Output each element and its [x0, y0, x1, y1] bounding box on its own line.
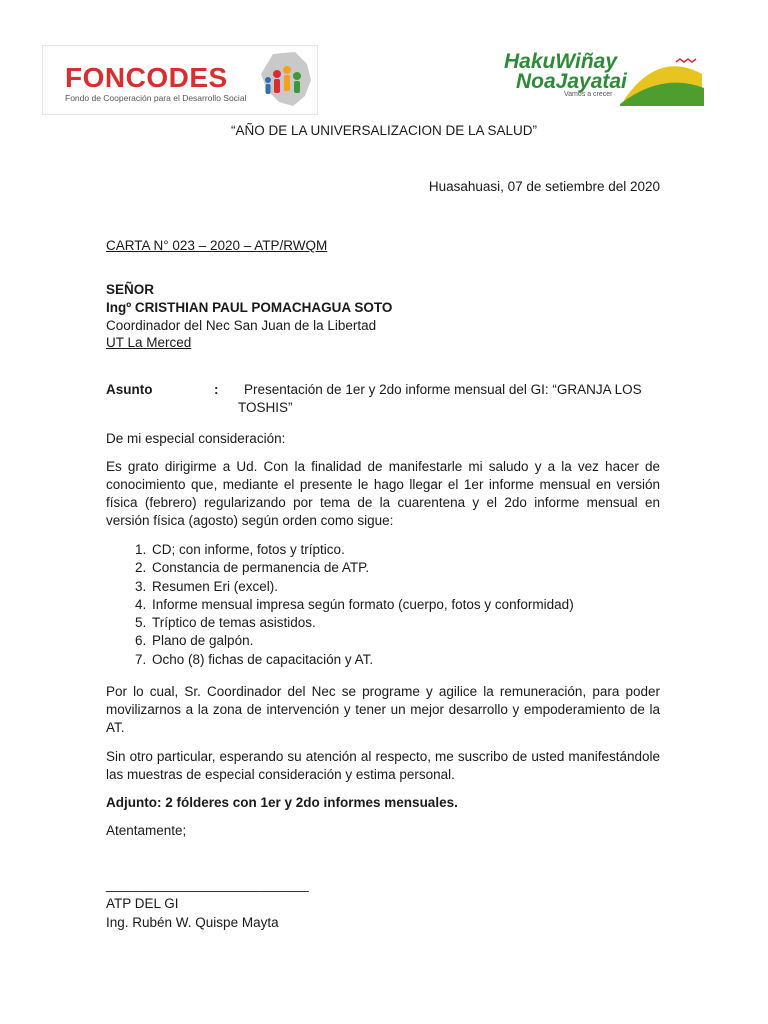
- list-item: 3. Resumen Eri (excel).: [150, 578, 574, 596]
- sun-hills-icon: [618, 54, 704, 106]
- subject-colon: :: [214, 382, 219, 397]
- list-item: 1. CD; con informe, fotos y tríptico.: [150, 541, 574, 559]
- year-motto: “AÑO DE LA UNIVERSALIZACION DE LA SALUD”: [230, 123, 538, 138]
- body-paragraph-2: Por lo cual, Sr. Coordinador del Nec se programe y agilice la remuneración, para poder movilizarnos a la zona de intervención y tener un mejor desarrollo y empoderamiento de la AT.: [106, 684, 660, 735]
- letter-reference: CARTA N° 023 – 2020 – ATP/RWQM: [106, 238, 328, 253]
- foncodes-subtitle: Fondo de Cooperación para el Desarrollo Social: [65, 93, 247, 103]
- greeting: De mi especial consideración:: [106, 431, 286, 446]
- hakuwinay-tagline: Vamos a crecer: [564, 91, 613, 98]
- signature-title: ATP DEL GI: [106, 896, 179, 911]
- attachment-note: Adjunto: 2 fólderes con 1er y 2do informes mensuales.: [106, 795, 458, 810]
- subject-text-line2: TOSHIS”: [238, 400, 293, 415]
- subject-label: Asunto: [106, 382, 153, 397]
- recipient-role: Coordinador del Nec San Juan de la Libertad: [106, 318, 377, 333]
- peru-map-people-icon: [255, 50, 315, 110]
- subject-text-line1: Presentación de 1er y 2do informe mensual del GI: “GRANJA LOS: [244, 382, 642, 397]
- place-date: Huasahuasi, 07 de setiembre del 2020: [428, 179, 660, 194]
- list-item: 6. Plano de galpón.: [150, 632, 574, 650]
- recipient-unit: UT La Merced: [106, 335, 192, 350]
- noajayatai-text: NoaJayatai: [516, 70, 627, 93]
- hakuwinay-text: HakuWiñay: [504, 50, 618, 73]
- signature-name: Ing. Rubén W. Quispe Mayta: [106, 915, 279, 930]
- foncodes-brand-text: FONCODES: [65, 62, 228, 93]
- body-paragraph-3: Sin otro particular, esperando su atención al respecto, me suscribo de usted manifestándole las muestras de especial consideración y estima personal.: [106, 749, 660, 782]
- recipient-name: Ingº CRISTHIAN PAUL POMACHAGUA SOTO: [106, 300, 393, 315]
- enclosure-list: [106, 541, 574, 669]
- foncodes-logo: [42, 45, 318, 115]
- recipient-salutation: SEÑOR: [106, 282, 155, 297]
- list-item: 7. Ocho (8) fichas de capacitación y AT.: [150, 651, 574, 669]
- hakuwinay-logo: [498, 48, 706, 104]
- list-item: 5. Tríptico de temas asistidos.: [150, 614, 574, 632]
- list-item: 2. Constancia de permanencia de ATP.: [150, 559, 574, 577]
- body-paragraph-1: Es grato dirigirme a Ud. Con la finalidad de manifestarle mi saludo y a la vez hacer de conocimiento que, mediante el presente le hago llegar el 1er informe mensual en versión física (febrero) regularizando por tema de la cuarentena y el 2do informe mensual en versión física (agosto) según orden como sigue:: [106, 459, 660, 528]
- list-item: 4. Informe mensual impresa según formato (cuerpo, fotos y conformidad): [150, 596, 574, 614]
- closing: Atentamente;: [106, 823, 187, 838]
- signature-line: ___________________________: [106, 877, 309, 892]
